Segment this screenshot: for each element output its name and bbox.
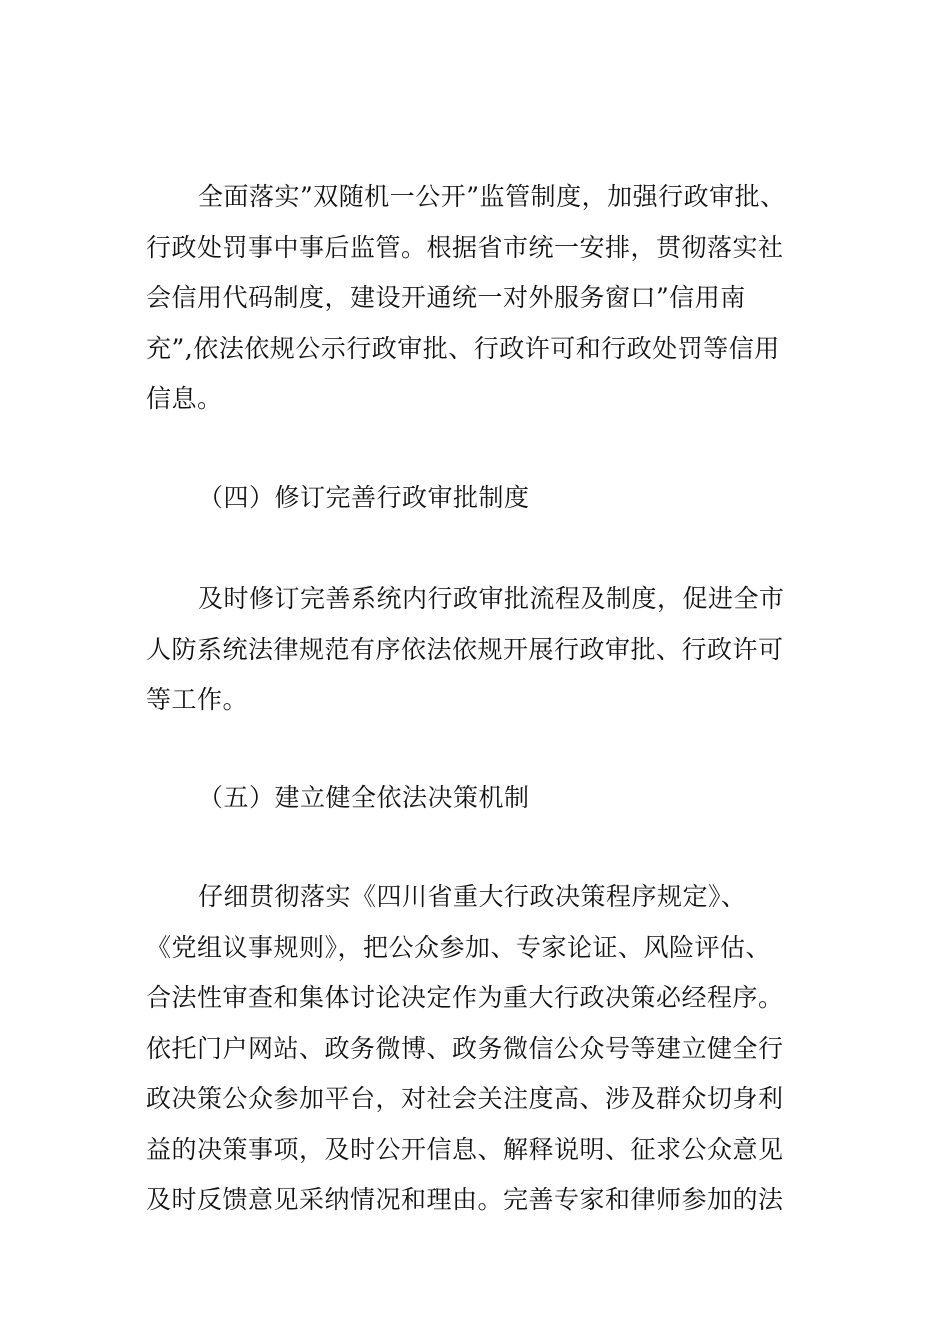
paragraph-line: 益的决策事项，及时公开信息、解释说明、征求公众意见 [146, 1134, 784, 1164]
paragraph-line: 仔细贯彻落实《四川省重大行政决策程序规定》、 [198, 882, 747, 911]
paragraph-line: 全面落实”双随机一公开”监管制度，加强行政审批、 [198, 182, 786, 211]
paragraph-line: 政决策公众参加平台，对社会关注度高、涉及群众切身利 [146, 1084, 784, 1113]
paragraph-line: 充”,依法依规公示行政审批、行政许可和行政处罚等信用 [146, 333, 780, 363]
section-heading-5: （五）建立健全依法决策机制 [198, 783, 530, 812]
paragraph-line: 行政处罚事中事后监管。根据省市统一安排，贯彻落实社 [146, 232, 784, 262]
paragraph-approval-system [146, 574, 816, 726]
paragraph-decision-mechanism [146, 872, 816, 1226]
paragraph-line: 合法性审查和集体讨论决定作为重大行政决策必经程序。 [146, 983, 784, 1012]
paragraph-line: 会信用代码制度，建设开通统一对外服务窗口”信用南 [146, 283, 746, 312]
paragraph-line: 人防系统法律规范有序依法依规开展行政审批、行政许可 [146, 634, 784, 664]
paragraph-line: 及时修订完善系统内行政审批流程及制度，促进全市 [198, 584, 785, 613]
section-heading-4: （四）修订完善行政审批制度 [198, 483, 530, 512]
paragraph-line: 《党组议事规则》，把公众参加、专家论证、风险评估、 [146, 932, 772, 962]
paragraph-line: 及时反馈意见采纳情况和理由。完善专家和律师参加的法 [146, 1185, 784, 1214]
paragraph-supervision [146, 172, 816, 425]
paragraph-line: 等工作。 [146, 685, 249, 714]
paragraph-line: 依托门户网站、政务微博、政务微信公众号等建立健全行 [146, 1033, 784, 1063]
paragraph-line: 信息。 [146, 384, 223, 413]
